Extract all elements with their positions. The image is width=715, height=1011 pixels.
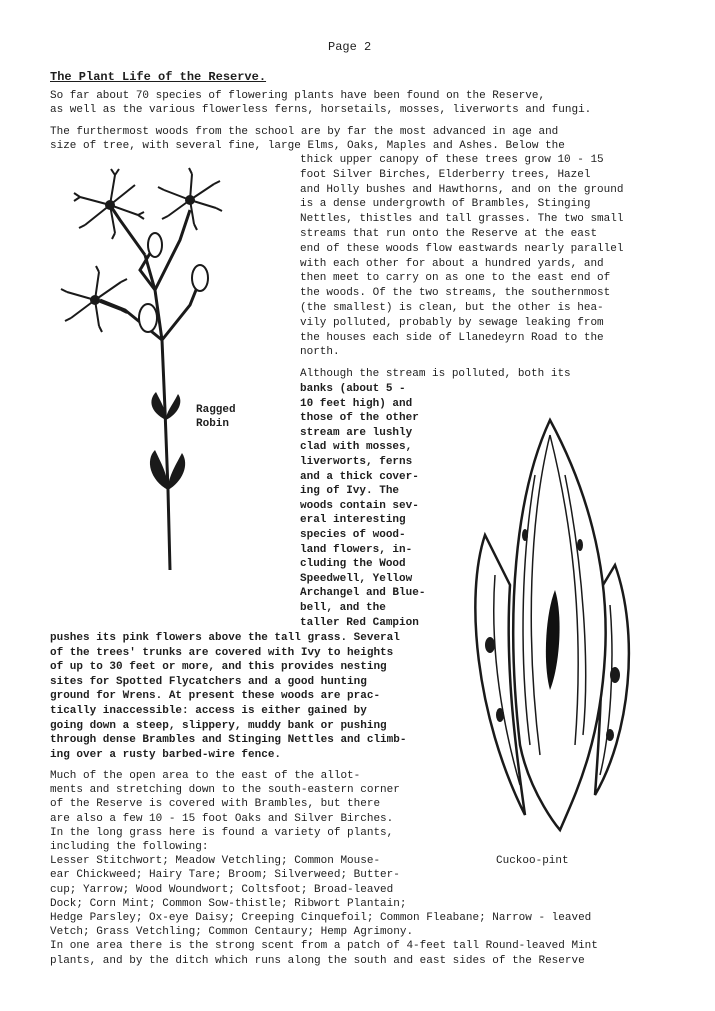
- caption-cuckoo-pint: Cuckoo-pint: [496, 855, 569, 867]
- para4-full-line-3: In one area there is the strong scent from a patch of 4-feet tall Round-leaved Mint: [50, 940, 598, 953]
- para3-narrow-line-6: liverworts, ferns: [300, 456, 413, 468]
- para2-right-line-3: and Holly bushes and Hawthorns, and on the ground: [300, 183, 624, 196]
- para3-narrow-line-11: species of wood-: [300, 529, 406, 541]
- para2-right-line-5: Nettles, thistles and tall grasses. The two small: [300, 213, 624, 226]
- para4-full-line-4: plants, and by the ditch which runs along the south and east sides of the Reserve: [50, 954, 585, 967]
- para3-narrow-line-3: those of the other: [300, 412, 419, 425]
- para3-rest-line-5: ground for Wrens. At present these woods are prac-: [50, 690, 381, 703]
- para3-rest-line-7: going down a steep, slippery, muddy bank or pushing: [50, 719, 387, 732]
- para2-line-2: size of tree, with several fine, large Elms, Oaks, Maples and Ashes. Below the: [50, 140, 565, 152]
- para3-first-line: Although the stream is polluted, both its: [300, 368, 571, 380]
- para2-right-line-6: streams that run onto the Reserve at the east: [300, 228, 598, 240]
- para4-line-9: cup; Yarrow; Wood Woundwort; Coltsfoot; Broad-leaved: [50, 883, 394, 896]
- para2-right-line-1: thick upper canopy of these trees grow 10 - 15: [300, 154, 604, 166]
- para2-right-line-9: then meet to carry on as one to the east end of: [300, 272, 611, 285]
- para3-narrow-line-16: bell, and the: [300, 602, 386, 614]
- para4-line-2: ments and stretching down to the south-eastern corner: [50, 784, 400, 797]
- para2-right-line-11: (the smallest) is clean, but the other is hea-: [300, 302, 604, 314]
- para2-right-line-4: is a dense undergrowth of Brambles, Stinging: [300, 198, 591, 211]
- para3-narrow-line-1: banks (about 5 -: [300, 383, 406, 395]
- para3-rest-line-6: tically inaccessible: access is either gained by: [50, 705, 367, 717]
- para3-narrow-line-12: land flowers, in-: [300, 543, 413, 556]
- para3-rest-line-3: of up to 30 feet or more, and this provides nesting: [50, 661, 387, 674]
- cuckoo-pint-illustration: [465, 415, 645, 840]
- caption-ragged-robin-2: Robin: [196, 418, 230, 430]
- para3-rest-line-1: pushes its pink flowers above the tall grass. Several: [50, 632, 400, 644]
- para4-line-7: Lesser Stitchwort; Meadow Vetchling; Common Mouse-: [50, 855, 381, 868]
- para4-full-line-1: Hedge Parsley; Ox-eye Daisy; Creeping Cinquefoil; Common Fleabane; Narrow - leaved: [50, 912, 592, 924]
- para4-line-4: are also a few 10 - 15 foot Oaks and Silver Birches.: [50, 812, 394, 825]
- para3-narrow-line-10: eral interesting: [300, 514, 406, 527]
- para2-right-line-8: with each other for about a hundred yards, and: [300, 257, 604, 270]
- para3-narrow-line-5: clad with mosses,: [300, 441, 413, 454]
- para3-narrow-line-15: Archangel and Blue-: [300, 587, 426, 600]
- para3-rest-line-2: of the trees' trunks are covered with Ivy to heights: [50, 646, 394, 659]
- section-title: The Plant Life of the Reserve.: [50, 70, 267, 84]
- para3-narrow-line-17: taller Red Campion: [300, 616, 419, 629]
- para4-line-10: Dock; Corn Mint; Common Sow-thistle; Ribwort Plantain;: [50, 897, 407, 910]
- para4-full-line-2: Vetch; Grass Vetchling; Common Centaury; Hemp Agrimony.: [50, 926, 414, 939]
- para2-line-1: The furthermost woods from the school are by far the most advanced in age and: [50, 126, 559, 138]
- caption-ragged-robin-1: Ragged: [196, 404, 236, 416]
- para4-line-1: Much of the open area to the east of the allot-: [50, 770, 361, 782]
- page-number: Page 2: [328, 40, 372, 54]
- para2-right-line-7: end of these woods flow eastwards nearly parallel: [300, 242, 624, 255]
- para3-narrow-line-4: stream are lushly: [300, 426, 413, 439]
- para2-right-line-14: north.: [300, 346, 340, 359]
- para2-right-line-2: foot Silver Birches, Elderberry trees, Hazel: [300, 168, 591, 181]
- para2-right-line-12: vily polluted, probably by sewage leaking from: [300, 316, 604, 329]
- para3-rest-line-9: ing over a rusty barbed-wire fence.: [50, 748, 282, 761]
- para3-narrow-line-9: woods contain sev-: [300, 499, 419, 512]
- para3-rest-line-8: through dense Brambles and Stinging Nettles and climb-: [50, 734, 407, 747]
- para3-narrow-line-7: and a thick cover-: [300, 470, 419, 483]
- para3-narrow-line-13: cluding the Wood: [300, 558, 406, 571]
- ragged-robin-illustration: [50, 160, 250, 580]
- intro-line-2: as well as the various flowerless ferns, horsetails, mosses, liverworts and fungi.: [50, 104, 592, 116]
- para3-rest-line-4: sites for Spotted Flycatchers and a good hunting: [50, 675, 367, 688]
- para3-narrow-line-2: 10 feet high) and: [300, 397, 413, 410]
- para4-line-3: of the Reserve is covered with Brambles, but there: [50, 798, 381, 811]
- para3-narrow-line-14: Speedwell, Yellow: [300, 572, 413, 585]
- para4-line-5: In the long grass here is found a variety of plants,: [50, 826, 394, 839]
- para2-right-line-10: the woods. Of the two streams, the southernmost: [300, 287, 611, 300]
- para3-narrow-line-8: ing of Ivy. The: [300, 485, 400, 498]
- para4-line-6: including the following:: [50, 841, 209, 853]
- para2-right-line-13: the houses each side of Llanedeyrn Road to the: [300, 331, 604, 344]
- para4-line-8: ear Chickweed; Hairy Tare; Broom; Silverweed; Butter-: [50, 869, 400, 882]
- intro-line-1: So far about 70 species of flowering plants have been found on the Reserve,: [50, 90, 546, 102]
